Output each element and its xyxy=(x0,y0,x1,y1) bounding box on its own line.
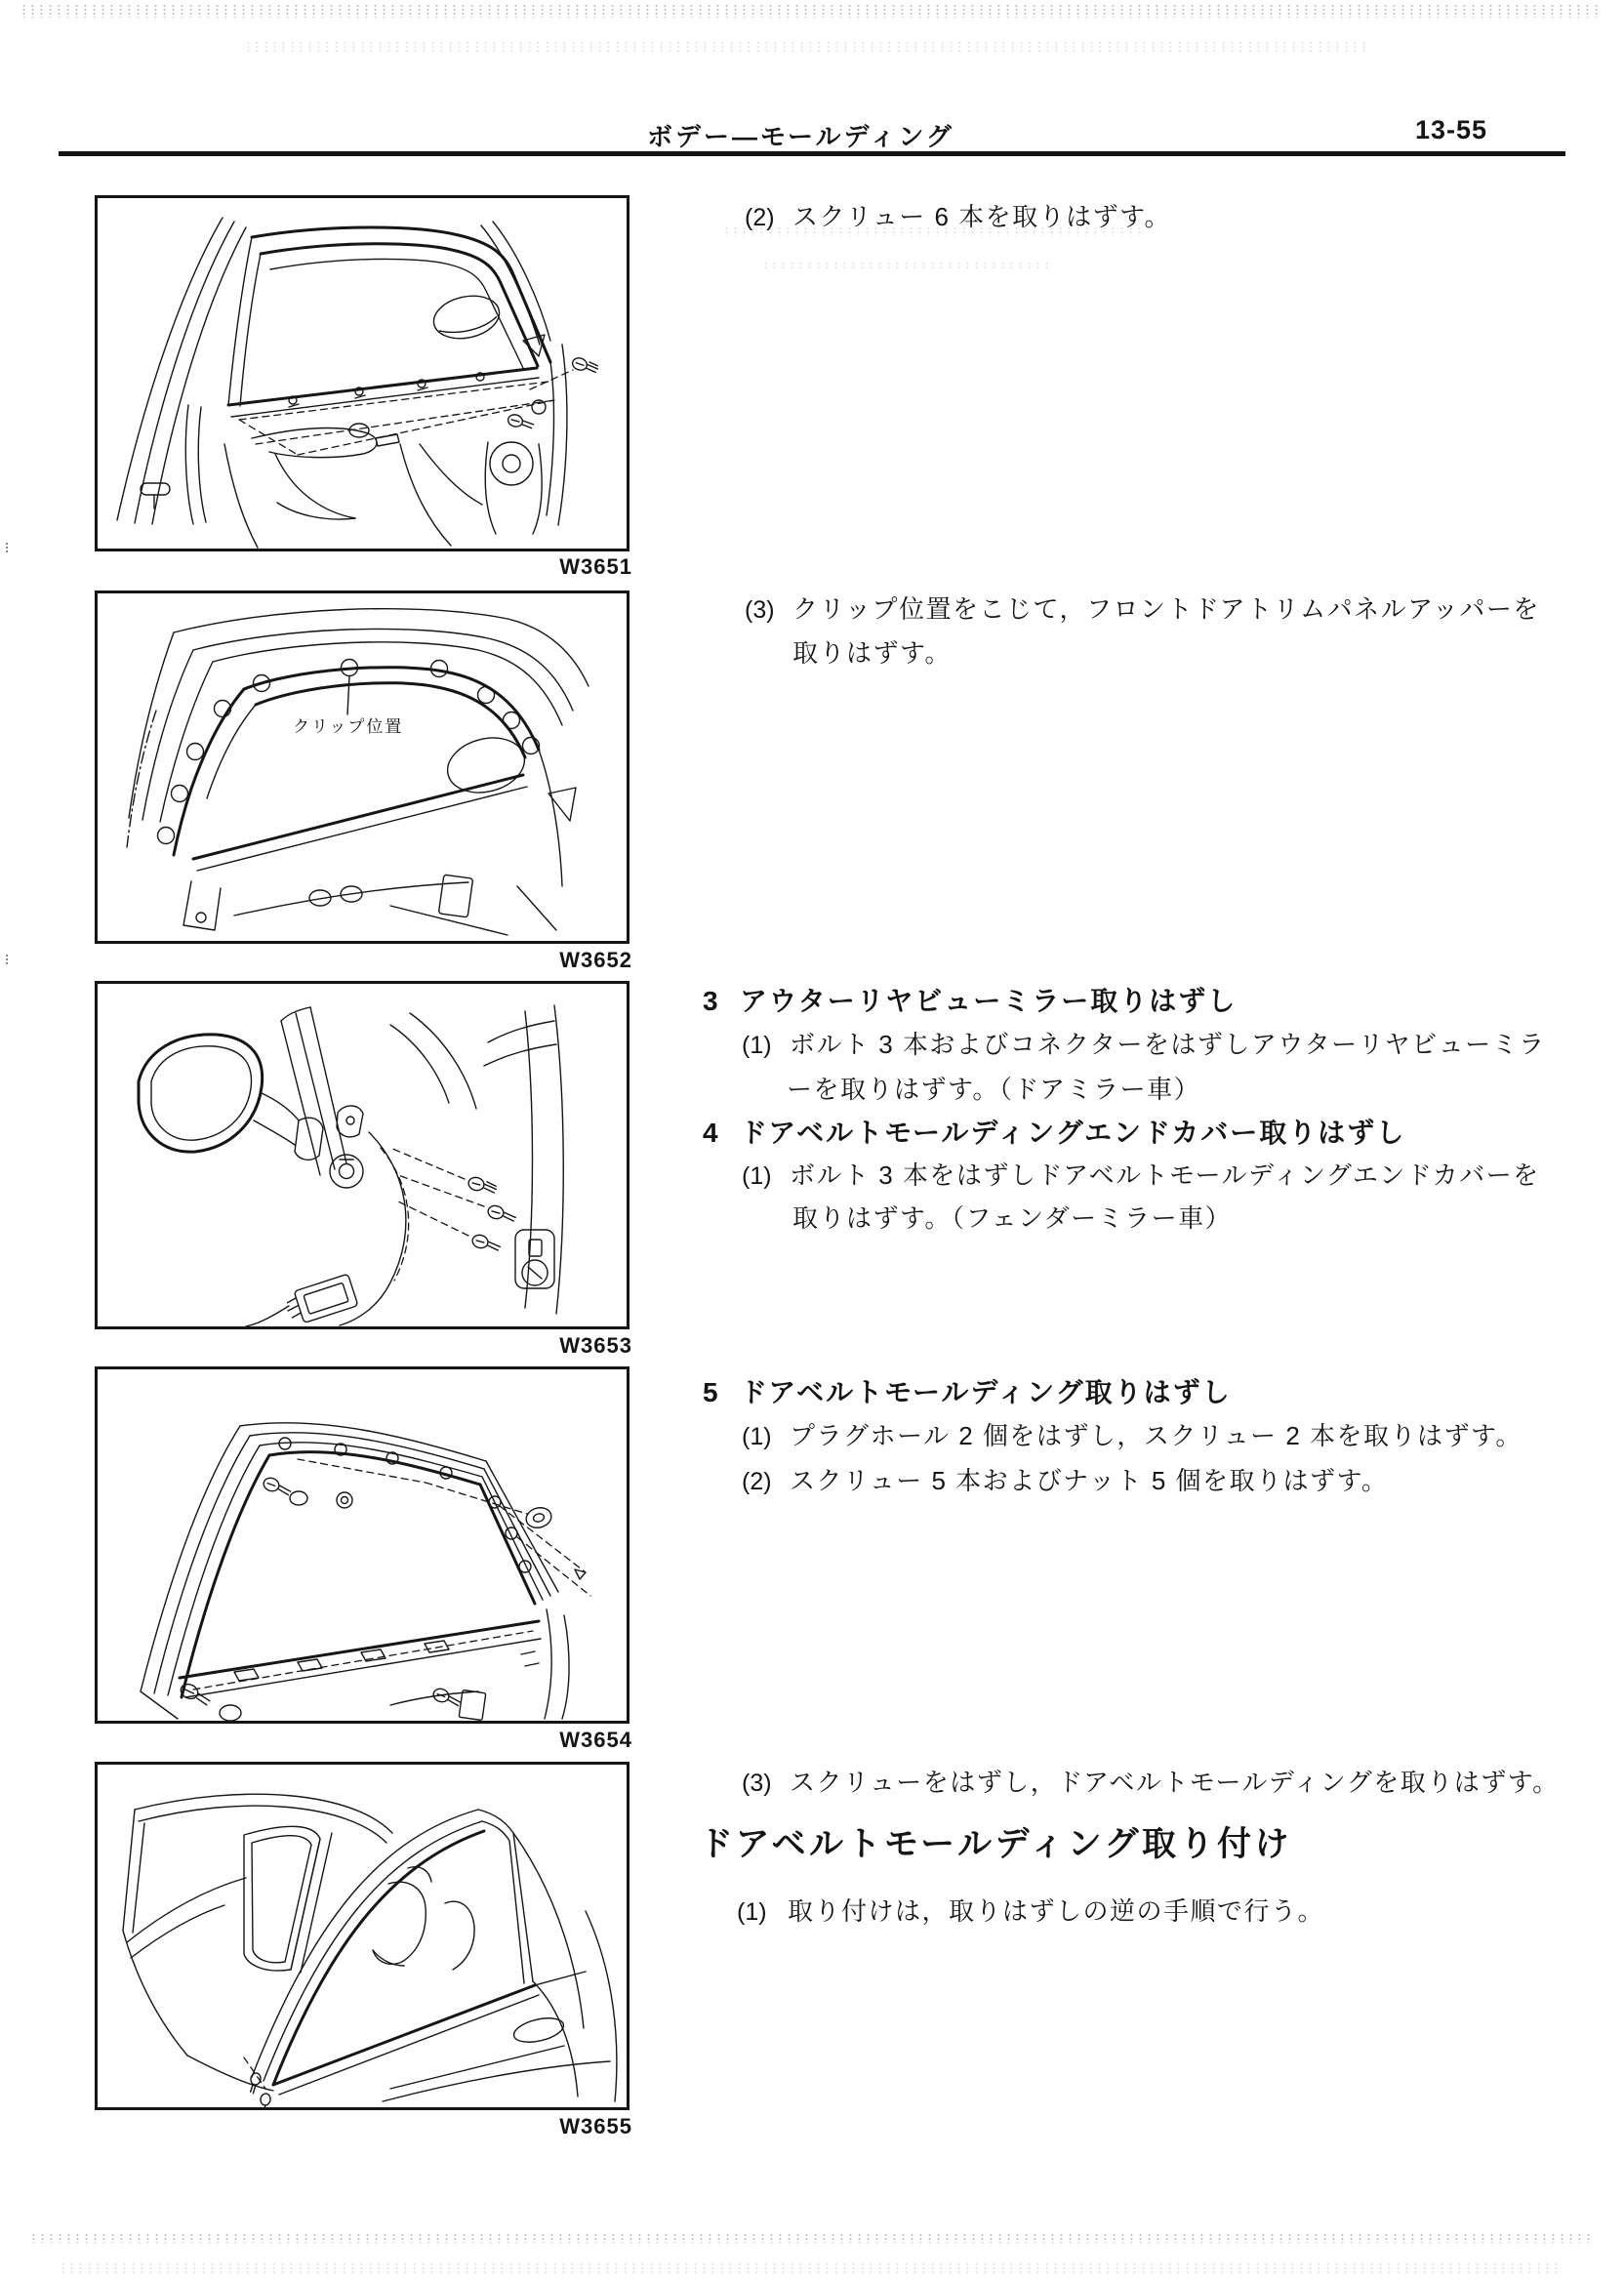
scan-noise xyxy=(20,4,1601,18)
figure-label: W3655 xyxy=(559,2114,632,2138)
section-number: 4 xyxy=(703,1118,718,1148)
section-heading xyxy=(703,1371,1232,1410)
figure-w3653 xyxy=(95,981,629,1329)
step-text: プラグホール 2 個をはずし，スクリュー 2 本を取りはずす。 xyxy=(790,1421,1522,1450)
step-text: スクリュー 6 本を取りはずす。 xyxy=(792,202,1172,231)
step-text: クリップ位置をこじて，フロントドアトリムパネルアッパーを xyxy=(792,594,1540,624)
step-text: ボルト 3 本をはずしドアベルトモールディングエンドカバーを xyxy=(790,1160,1540,1190)
figure-w3654 xyxy=(95,1366,629,1724)
figure-w3652 xyxy=(95,590,629,944)
step-text-continued: ーを取りはずす。（ドアミラー車） xyxy=(787,1075,1201,1104)
section-number: 3 xyxy=(703,986,718,1016)
section-title: ドアベルトモールディングエンドカバー取りはずし xyxy=(740,1118,1406,1148)
step-text: ボルト 3 本およびコネクターをはずしアウターリヤビューミラ xyxy=(790,1030,1546,1059)
scan-noise xyxy=(244,41,1366,53)
step-text-continued: 取りはずす。 xyxy=(792,638,952,668)
page-number: 13-55 xyxy=(1415,115,1488,144)
section-heading xyxy=(703,1112,1405,1151)
step-number: (1) xyxy=(737,1898,767,1926)
belt-molding-removal-illustration xyxy=(98,1369,627,1721)
figure-label: W3653 xyxy=(559,1333,632,1358)
section-title: アウターリヤビューミラー取りはずし xyxy=(740,986,1238,1016)
mirror-removal-illustration xyxy=(98,984,627,1326)
step-text: スクリューをはずし，ドアベルトモールディングを取りはずす。 xyxy=(790,1768,1560,1797)
step-number: (3) xyxy=(742,1770,772,1797)
section-heading xyxy=(703,980,1237,1019)
figure-label: W3652 xyxy=(559,948,632,972)
step-item xyxy=(745,590,1540,626)
clip-position-illustration xyxy=(98,593,627,941)
step-item xyxy=(742,1156,1540,1192)
step-item xyxy=(745,197,1171,233)
step-text-continued: 取りはずす。（フェンダーミラー車） xyxy=(792,1203,1233,1233)
step-text: 取り付けは，取りはずしの逆の手順で行う。 xyxy=(788,1896,1325,1926)
scan-speck xyxy=(6,955,12,964)
step-number: (3) xyxy=(745,596,775,624)
door-trim-removal-illustration xyxy=(98,198,627,549)
step-number: (2) xyxy=(742,1468,772,1495)
figure-w3655 xyxy=(95,1762,629,2110)
header-divider xyxy=(59,151,1565,156)
step-number: (2) xyxy=(745,204,775,231)
figure-label: W3651 xyxy=(559,554,632,579)
step-text: スクリュー 5 本およびナット 5 個を取りはずす。 xyxy=(790,1466,1389,1495)
section-number: 5 xyxy=(703,1377,718,1407)
step-item xyxy=(737,1892,1324,1928)
figure-label: W3654 xyxy=(559,1728,632,1752)
scan-speck xyxy=(6,543,12,552)
step-number: (1) xyxy=(742,1162,772,1190)
page-title: ボデー―モールディング xyxy=(647,122,954,151)
scan-noise xyxy=(29,2233,1591,2243)
figure-w3651 xyxy=(95,195,629,551)
step-number: (1) xyxy=(742,1032,772,1059)
clip-position-annotation: クリップ位置 xyxy=(293,717,404,736)
step-item xyxy=(742,1025,1546,1061)
scan-noise xyxy=(59,2262,1562,2274)
step-number: (1) xyxy=(742,1423,772,1450)
step-item xyxy=(742,1763,1560,1799)
step-item xyxy=(742,1461,1388,1497)
install-heading: ドアベルトモールディング取り付け xyxy=(699,1825,1292,1863)
scan-noise xyxy=(761,262,1054,269)
section-title: ドアベルトモールディング取りはずし xyxy=(740,1377,1232,1407)
car-side-view-illustration xyxy=(98,1765,627,2107)
step-item xyxy=(742,1416,1522,1452)
